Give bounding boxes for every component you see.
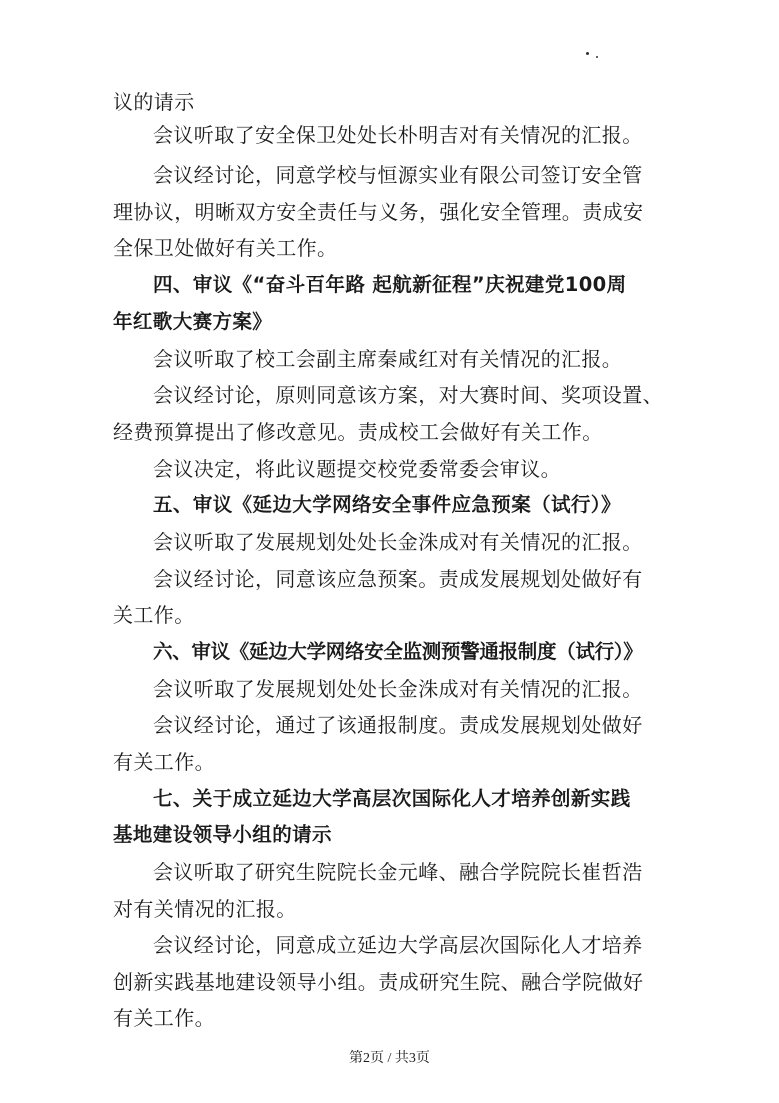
section-heading-4: 四、审议《“奋斗百年路 起航新征程”庆祝建党100周 [153, 273, 627, 296]
body-line: 议的请示 [113, 90, 195, 114]
body-paragraph: 会议听取了发展规划处处长金洙成对有关情况的汇报。 [153, 677, 643, 701]
body-paragraph: 会议经讨论，同意学校与恒源实业有限公司签订安全管 [153, 163, 643, 187]
body-paragraph: 会议决定，将此议题提交校党委常委会审议。 [153, 457, 561, 481]
body-paragraph: 会议经讨论，同意该应急预案。责成发展规划处做好有 [153, 567, 643, 591]
section-heading-6: 六、审议《延边大学网络安全监测预警通报制度（试行）》 [153, 640, 643, 663]
section-heading-5: 五、审议《延边大学网络安全事件应急预案（试行）》 [153, 493, 621, 516]
body-paragraph: 会议经讨论，通过了该通报制度。责成发展规划处做好 [153, 713, 643, 737]
body-paragraph: 会议听取了校工会副主席秦咸红对有关情况的汇报。 [153, 347, 623, 371]
body-paragraph: 会议听取了发展规划处处长金洙成对有关情况的汇报。 [153, 530, 643, 554]
body-paragraph: 会议经讨论，同意成立延边大学高层次国际化人才培养 [153, 933, 643, 957]
page-footer: 第2页 / 共3页 [349, 1051, 430, 1066]
body-line: 经费预算提出了修改意见。责成校工会做好有关工作。 [113, 420, 603, 444]
scan-speck [586, 52, 589, 55]
section-heading-7: 七、关于成立延边大学高层次国际化人才培养创新实践 [153, 787, 631, 810]
body-line: 有关工作。 [113, 750, 215, 774]
body-line: 对有关情况的汇报。 [113, 897, 297, 921]
body-line: 创新实践基地建设领导小组。责成研究生院、融合学院做好 [113, 970, 644, 994]
body-line: 全保卫处做好有关工作。 [113, 236, 338, 260]
body-paragraph: 会议听取了安全保卫处处长朴明吉对有关情况的汇报。 [153, 123, 643, 147]
body-line: 关工作。 [113, 603, 195, 627]
body-line: 理协议，明晰双方安全责任与义务，强化安全管理。责成安 [113, 200, 644, 224]
scan-speck [596, 56, 598, 58]
section-heading-7-cont: 基地建设领导小组的请示 [113, 823, 332, 846]
section-heading-4-cont: 年红歌大赛方案》 [113, 310, 273, 333]
body-line: 有关工作。 [113, 1006, 215, 1030]
body-paragraph: 会议经讨论，原则同意该方案，对大赛时间、奖项设置、 [153, 383, 663, 407]
body-paragraph: 会议听取了研究生院院长金元峰、融合学院院长崔哲浩 [153, 860, 643, 884]
